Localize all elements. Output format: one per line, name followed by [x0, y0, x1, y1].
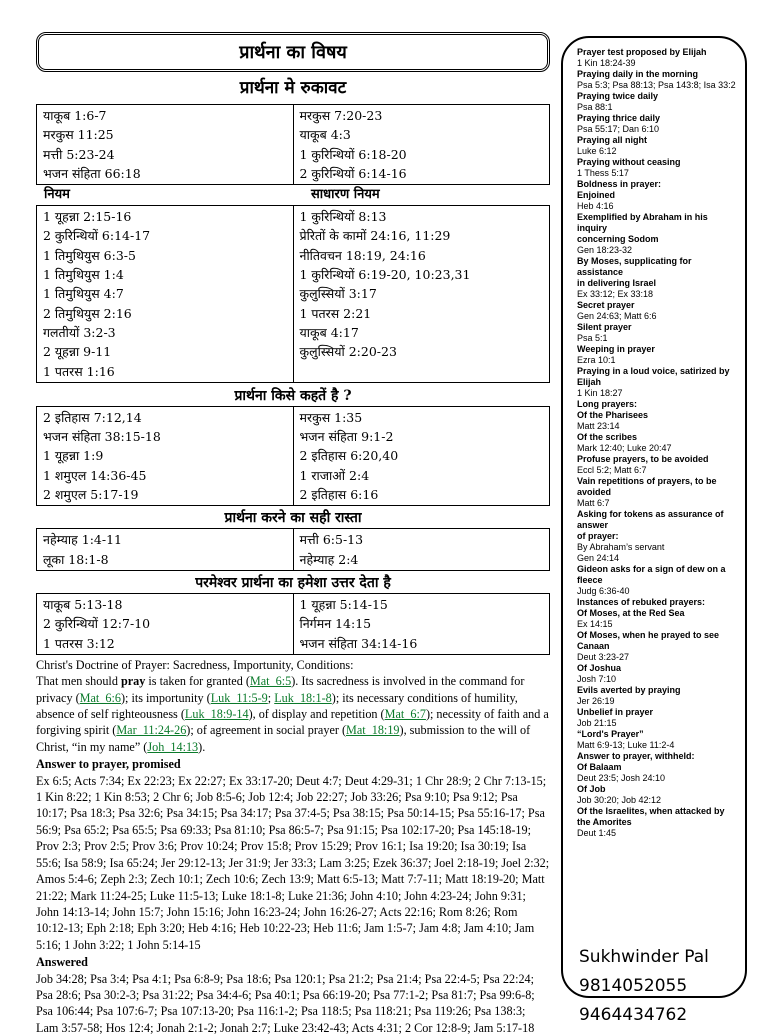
sidebar-reference: 1 Kin 18:24-39: [577, 58, 636, 68]
scripture-link[interactable]: Mat_18:19: [346, 723, 400, 738]
what-left-col: [37, 406, 294, 505]
sidebar-reference: Mark 12:40; Luke 20:47: [577, 443, 672, 453]
contact-phone-2: 9464434762: [579, 1005, 688, 1025]
sidebar-topic-list: [577, 47, 737, 839]
sidebar-reference: Jer 26:19: [577, 696, 615, 706]
reference: याकूब 5:13-18: [43, 596, 123, 612]
scripture-link[interactable]: Mat_6:6: [79, 690, 121, 705]
reference: 2 इतिहास 7:12,14: [43, 409, 142, 425]
hindrance-left-col: [37, 105, 294, 185]
reference: कुलुस्सियों 2:20-23: [299, 344, 397, 360]
sidebar-reference: Matt 6:9-13; Luke 11:2-4: [577, 740, 675, 750]
reference: गलतीयों 3:2-3: [43, 324, 116, 340]
reference: नीतिवचन 18:19, 24:16: [299, 247, 426, 263]
text-run-bold: pray: [120, 674, 146, 689]
reference: मरकुस 7:20-23: [299, 108, 383, 123]
reference: 2 इतिहास 6:20,40: [299, 448, 399, 464]
reference: मत्ती 6:5-13: [299, 532, 364, 548]
main-column: [36, 32, 550, 1036]
sidebar-topic: Unbelief in prayer: [577, 707, 654, 717]
sidebar-reference: Josh 7:10: [577, 674, 617, 684]
scripture-link[interactable]: Mar_11:24-26: [116, 723, 187, 738]
sidebar-topic: Praying all night: [577, 135, 648, 145]
answer-right-col: [293, 593, 550, 654]
reference: भजन संहिता 38:15-18: [43, 429, 161, 445]
rules-subheadings: [36, 185, 550, 205]
sidebar-reference: Psa 5:1: [577, 333, 608, 343]
scripture-link[interactable]: Luk_11:5-9: [210, 690, 268, 705]
reference: 2 कुरिन्थियों 12:7-10: [43, 616, 151, 632]
sidebar-reference: Matt 23:14: [577, 421, 620, 431]
reference: 1 राजाओं 2:4: [299, 467, 370, 483]
sidebar-reference: Psa 5:3; Psa 88:13; Psa 143:8; Isa 33:2: [577, 80, 736, 90]
text-run: ;: [267, 690, 275, 705]
answered-references: Job 34:28; Psa 3:4; Psa 4:1; Psa 6:8-9; Psa 18:6; Psa 120:1; Psa 21:2; Psa 21:4; Psa 22:4-5; Psa 22:24; Psa 28:6; Psa 30:2-3; Psa 31:22; Psa 34:4-6; Psa 40:1; Psa 66:19-20; Psa 77:1-2; Psa 81:7; Psa 99:6-8; Psa 106:44; Psa 107:6-7; Psa 107:13-20; Psa 116:1-2; Psa 118:5; Psa 118:21; Psa 119:26; Psa 138:3; Lam 3:57-58; Hos 12:4; Jonah 2:1-2; Jonah 2:7; Luke 23:42-43; Acts 4:31; 2 Cor 12:8-9; Jam 5:17-18: [36, 971, 535, 1035]
text-run: That men should: [36, 674, 121, 689]
contact-name: Sukhwinder Pal: [579, 947, 709, 967]
sidebar-topic: Enjoined: [577, 190, 615, 200]
reference: 1 तिमुथियुस 1:4: [43, 267, 124, 283]
sidebar-topic: Vain repetitions of prayers, to be avoided: [577, 476, 717, 497]
sidebar-topic: Boldness in prayer:: [577, 179, 662, 189]
sidebar-reference: Psa 88:1: [577, 102, 613, 112]
sidebar-reference: Deut 3:23-27: [577, 652, 630, 662]
contact-phone-1: 9814052055: [579, 976, 688, 996]
reference: 1 पतरस 2:21: [299, 305, 372, 321]
sidebar-topic: Praying without ceasing: [577, 157, 681, 167]
right-way-table: [36, 528, 550, 571]
scripture-link[interactable]: Joh_14:13: [147, 739, 199, 754]
reference: नहेम्याह 1:4-11: [43, 532, 122, 548]
sidebar-reference: Psa 55:17; Dan 6:10: [577, 124, 660, 134]
sidebar-topic: Of the Pharisees: [577, 410, 649, 420]
sidebar-topic: Praying in a loud voice, satirized by Elijah: [577, 366, 730, 387]
sidebar-reference: Job 30:20; Job 42:12: [577, 795, 662, 805]
doctrine-paragraph: [36, 673, 550, 755]
reference: मरकुस 1:35: [299, 409, 363, 425]
rules-right-col: [293, 206, 550, 383]
doctrine-section: [36, 657, 550, 1036]
sidebar-reference: 1 Thess 5:17: [577, 168, 629, 178]
reference: 1 यूहन्ना 2:15-16: [43, 209, 132, 225]
doctrine-intro: Christ's Doctrine of Prayer: Sacredness, Importunity, Conditions:: [36, 657, 354, 672]
sidebar-topic: Answer to prayer, withheld:: [577, 751, 695, 761]
text-run: ); its importunity (: [120, 690, 211, 705]
scripture-link[interactable]: Luk_18:1-8: [274, 690, 332, 705]
god-answers-heading: परमेश्वर प्रार्थना का हमेशा उत्तर देता है: [195, 574, 391, 591]
sidebar-reference: Heb 4:16: [577, 201, 614, 211]
sidebar-reference: Ezra 10:1: [577, 355, 616, 365]
sidebar-topic: Secret prayer: [577, 300, 635, 310]
reference: 2 कुरिन्थियों 6:14-17: [43, 228, 151, 244]
sidebar-topic: By Moses, supplicating for assistance: [577, 256, 692, 277]
answered-heading: Answered: [36, 955, 88, 970]
page-title: प्रार्थना का विषय: [239, 42, 347, 63]
reference: भजन संहिता 66:18: [43, 165, 141, 181]
sidebar-topic: Evils averted by praying: [577, 685, 681, 695]
reference: नहेम्याह 2:4: [299, 551, 359, 567]
sidebar-topic: Instances of rebuked prayers:: [577, 597, 706, 607]
sidebar-reference: Job 21:15: [577, 718, 617, 728]
reference: 1 यूहन्ना 5:14-15: [299, 596, 388, 612]
text-run: ); of agreement in social prayer (: [186, 723, 347, 738]
sidebar-topic: Of Job: [577, 784, 606, 794]
reference: 1 यूहन्ना 1:9: [43, 448, 104, 464]
what-is-prayer-table: [36, 406, 550, 506]
text-run: ). Its sacredness is involved in the command for privacy (: [36, 674, 525, 705]
what-right-col: [293, 406, 550, 505]
reference: लूका 18:1-8: [43, 551, 109, 567]
contact-block: [579, 943, 709, 1030]
sidebar-topic: Praying daily in the morning: [577, 69, 699, 79]
rules-table: [36, 205, 550, 383]
reference: 1 पतरस 3:12: [43, 635, 115, 651]
sidebar-reference: Ex 33:12; Ex 33:18: [577, 289, 654, 299]
sidebar-reference: Gen 24:14: [577, 553, 620, 563]
sidebar-reference: Gen 24:63; Matt 6:6: [577, 311, 657, 321]
sidebar-topic: Gideon asks for a sign of dew on a fleece: [577, 564, 726, 585]
reference: 2 यूहन्ना 9-11: [43, 344, 112, 360]
text-run: is taken for granted (: [145, 674, 250, 689]
sidebar-topic: Of Balaam: [577, 762, 622, 772]
reference: मत्ती 5:23-24: [43, 146, 115, 162]
hindrance-right-col: [293, 105, 550, 185]
sidebar-topic: Long prayers:: [577, 399, 638, 409]
sidebar-topic: Praying thrice daily: [577, 113, 661, 123]
god-answers-table: [36, 593, 550, 655]
sidebar-topic: Prayer test proposed by Elijah: [577, 47, 707, 57]
reference: प्रेरितों के कामों 24:16, 11:29: [299, 228, 451, 244]
reference: 1 कुरिन्थियों 6:18-20: [299, 146, 407, 162]
sidebar-topic: Praying twice daily: [577, 91, 659, 101]
text-run: ); necessity of faith and a forgiving spirit (: [36, 707, 549, 738]
reference: 1 पतरस 1:16: [43, 363, 115, 379]
reference: 2 कुरिन्थियों 6:14-16: [299, 165, 407, 181]
answer-left-col: [37, 593, 294, 654]
reference: 2 शमुएल 5:17-19: [43, 487, 139, 503]
reference: याकूब 4:17: [299, 324, 359, 340]
text-run: ).: [198, 739, 206, 754]
sidebar-reference: Deut 1:45: [577, 828, 617, 838]
sidebar-reference: Eccl 5:2; Matt 6:7: [577, 465, 647, 475]
scripture-link[interactable]: Mat_6:5: [249, 674, 292, 689]
reference: 1 तिमुथियुस 4:7: [43, 286, 124, 302]
sidebar-reference: Gen 18:23-32: [577, 245, 633, 255]
text-run: ), of display and repetition (: [248, 707, 385, 722]
rules-left-col: [37, 206, 294, 383]
sidebar-topic: Of Moses, when he prayed to see Canaan: [577, 630, 720, 651]
sidebar-topic: Of Joshua: [577, 663, 622, 673]
sidebar-reference: Ex 14:15: [577, 619, 613, 629]
reference: निर्गमन 14:15: [299, 616, 372, 632]
way-right-col: [293, 529, 550, 571]
hindrance-heading: प्रार्थना मे रुकावट: [239, 78, 347, 98]
sidebar-topic: Profuse prayers, to be avoided: [577, 454, 709, 464]
scripture-link[interactable]: Luk_18:9-14: [184, 707, 249, 722]
general-rules-heading: साधारण नियम: [311, 187, 380, 203]
reference: 1 कुरिन्थियों 6:19-20, 10:23,31: [299, 267, 471, 283]
rules-heading: नियम: [44, 187, 70, 203]
promised-references: Ex 6:5; Acts 7:34; Ex 22:23; Ex 22:27; Ex 33:17-20; Deut 4:7; Deut 4:29-31; 1 Chr 28:9; 2 Chr 7:13-15; 1 Kin 8:22; 1 Kin 8:53; 2 Chr 6; Job 8:5-6; Job 12:4; Job 22:27; Job 33:26; Psa 9:10; Psa 9:12; Psa 10:17; Psa 18:3; Psa 32:6; Psa 34:15; Psa 34:17; Psa 37:4-5; Psa 38:15; Psa 50:14-15; Psa 55:16-17; Psa 56:9; Psa 65:2; Psa 65:5; Psa 69:33; Psa 81:10; Psa 86:5-7; Psa 91:15; Psa 102:17-20; Psa 145:18-19; Prov 2:3; Prov 2:5; Prov 3:6; Prov 10:24; Prov 15:8; Prov 15:29; Prov 16:1; Isa 19:20; Isa 30:19; Isa 55:6; Isa 58:9; Isa 65:24; Jer 29:12-13; Jer 31:9; Jer 33:3; Lam 3:25; Ezek 36:37; Joel 2:18-19; Joel 2:32; Amos 5:4-6; Zeph 2:3; Zech 10:1; Zech 10:6; Zech 13:9; Matt 6:5-13; Matt 7:7-11; Matt 18:19-20; Matt 21:22; Mark 11:24-25; Luke 11:5-13; Luke 18:1-8; Luke 21:36; John 4:10; John 4:23-24; John 9:31; John 14:13-14; John 15:7; John 15:16; John 16:23-24; John 16:26-27; Acts 22:16; Rom 8:26; Rom 10:12-13; Eph 2:18; Eph 3:20; Heb 4:16; Heb 10:22-23; Heb 11:6; Jam 1:5-7; Jam 4:8; Jam 4:10; Jam 5:16; 1 John 3:22; 1 John 5:14-15: [36, 773, 550, 952]
reference: 1 शमुएल 14:36-45: [43, 467, 147, 483]
sidebar-reference: Luke 6:12: [577, 146, 617, 156]
reference: भजन संहिता 9:1-2: [299, 429, 394, 445]
sidebar: [561, 36, 747, 1025]
page-title-box: [36, 32, 550, 72]
text-run: ), submission to the will of Christ, “in my name” (: [36, 723, 531, 754]
way-left-col: [37, 529, 294, 571]
sidebar-topic: Exemplified by Abraham in his inquiry: [577, 212, 708, 233]
reference: 2 इतिहास 6:16: [299, 487, 379, 503]
reference: 2 तिमुथियुस 2:16: [43, 305, 132, 321]
sidebar-reference: 1 Kin 18:27: [577, 388, 623, 398]
promised-heading: Answer to prayer, promised: [36, 757, 181, 772]
sidebar-topic: concerning Sodom: [577, 234, 659, 244]
sidebar-topic: Of the Israelites, when attacked by the Amorites: [577, 806, 725, 827]
sidebar-reference: Judg 6:36-40: [577, 586, 630, 596]
sidebar-reference: By Abraham’s servant: [577, 542, 665, 552]
hindrance-table: [36, 104, 550, 185]
reference: 1 कुरिन्थियों 8:13: [299, 209, 387, 225]
sidebar-reference: Matt 6:7: [577, 498, 610, 508]
sidebar-reference: Deut 23:5; Josh 24:10: [577, 773, 666, 783]
reference: याकूब 4:3: [299, 127, 351, 143]
sidebar-topic: of prayer:: [577, 531, 619, 541]
reference: याकूब 1:6-7: [43, 108, 107, 123]
sidebar-topic: Of Moses, at the Red Sea: [577, 608, 685, 618]
right-way-heading: प्रार्थना करने का सही रास्ता: [224, 510, 362, 527]
scripture-link[interactable]: Mat_6:7: [384, 707, 426, 722]
reference: भजन संहिता 34:14-16: [299, 635, 418, 651]
sidebar-topic: Weeping in prayer: [577, 344, 655, 354]
sidebar-topic: “Lord's Prayer”: [577, 729, 644, 739]
what-is-prayer-heading: प्रार्थना किसे कहतें है ?: [234, 387, 352, 404]
reference: मरकुस 11:25: [43, 127, 114, 143]
sidebar-topic: Asking for tokens as assurance of answer: [577, 509, 724, 530]
sidebar-topic: in delivering Israel: [577, 278, 657, 288]
reference: कुलुस्सियों 3:17: [299, 286, 377, 302]
reference: 1 तिमुथियुस 6:3-5: [43, 247, 136, 263]
text-run: ); its necessary conditions of humility, absence of self righteousness (: [36, 690, 518, 722]
sidebar-topic: Of the scribes: [577, 432, 638, 442]
sidebar-topic: Silent prayer: [577, 322, 632, 332]
